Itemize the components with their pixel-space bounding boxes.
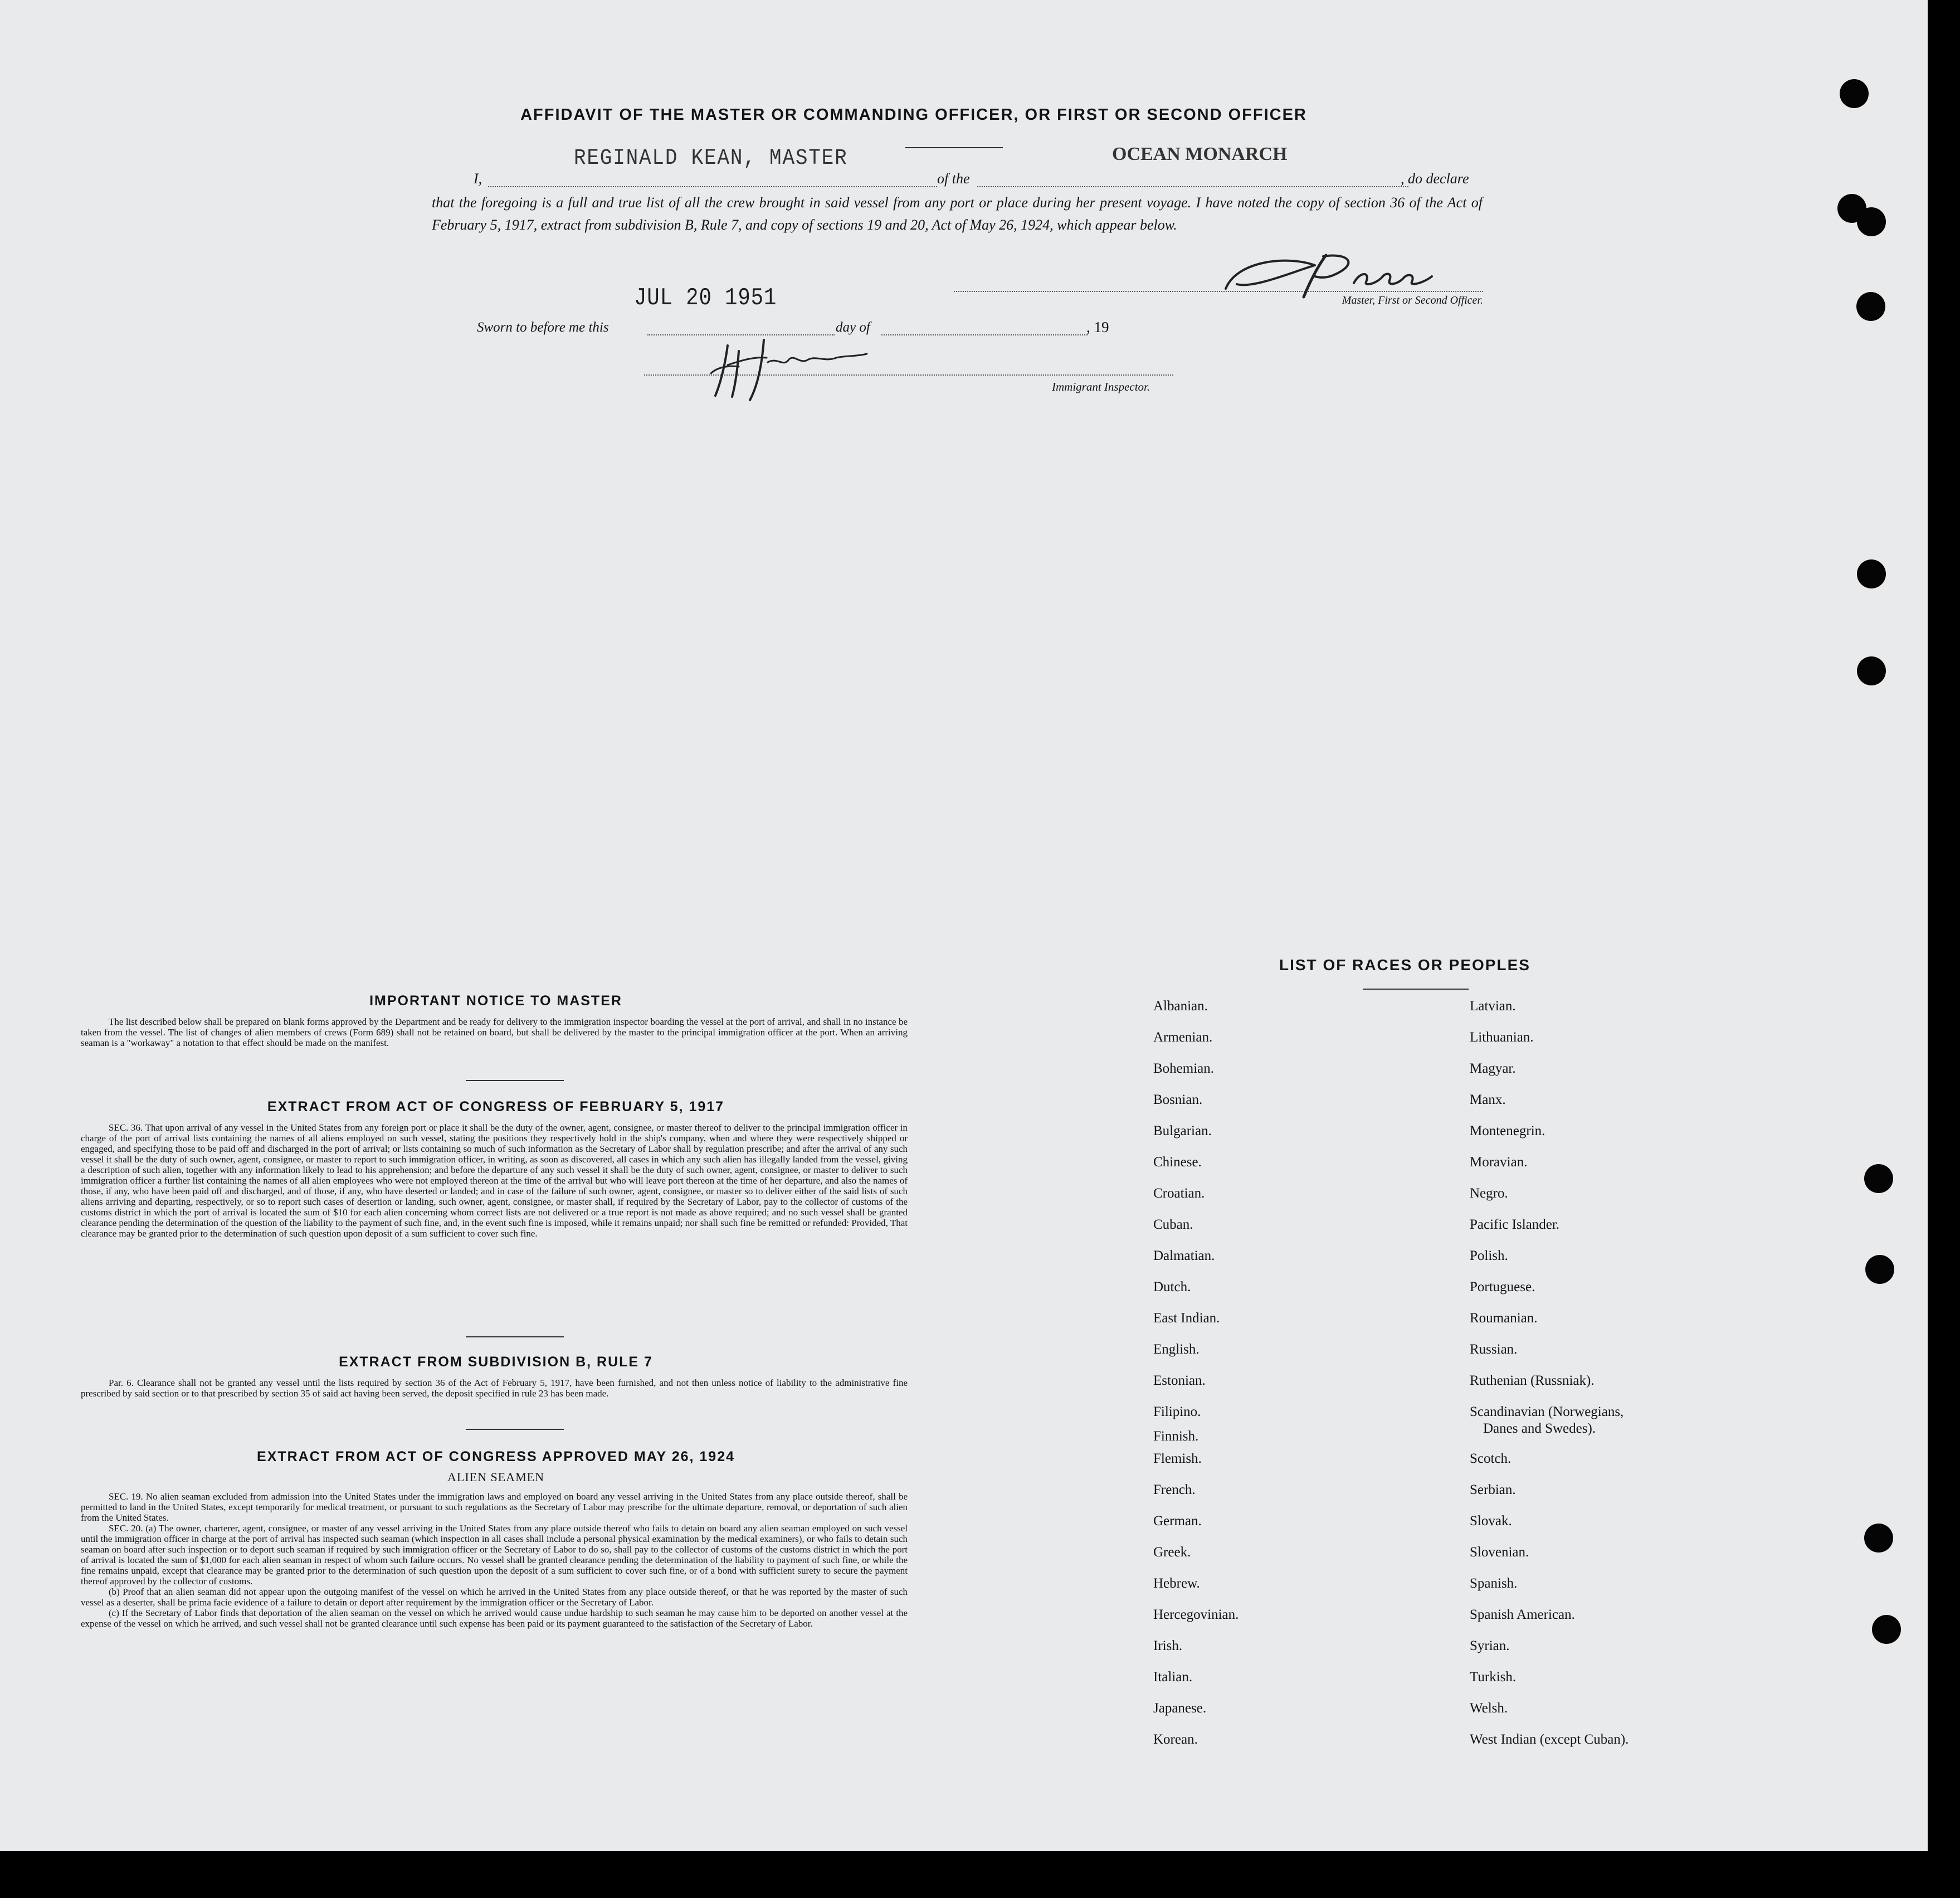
race-item: Chinese. [1153,1155,1202,1170]
section-divider [466,1336,564,1337]
sec-19-paragraph: SEC. 19. No alien seaman excluded from admission into the United States under the immigration laws and employed on board any vessel arriving in the United States from any place outside thereof, shall be permitted to land in the United States, except temporarily for medical treatment, or pursuant to such regulations as the Secretary of Labor may prescribe for the ultimate departure, removal, or deportation of such alien from the United States. [81,1491,908,1523]
of-the-label: of the [937,171,970,187]
race-item: Russian. [1470,1342,1518,1357]
race-item: East Indian. [1153,1311,1220,1326]
race-item: Serbian. [1470,1482,1516,1497]
race-item: Korean. [1153,1732,1198,1747]
race-item: Moravian. [1470,1155,1528,1170]
day-of-label: day of [836,320,870,335]
race-item: Bulgarian. [1153,1123,1212,1138]
notice-text [81,1016,908,1048]
act-1924-subheading: ALIEN SEAMEN [447,1470,544,1484]
race-item: Slovenian. [1470,1545,1529,1560]
act-1917-heading: EXTRACT FROM ACT OF CONGRESS OF FEBRUARY 5, 1917 [267,1099,725,1115]
section-divider [466,1080,564,1081]
punch-hole-icon [1840,79,1869,108]
punch-hole-icon [1857,207,1886,236]
race-item: Dalmatian. [1153,1248,1215,1263]
race-item: Scotch. [1470,1451,1512,1466]
race-item: Portuguese. [1470,1279,1535,1294]
races-heading: LIST OF RACES OR PEOPLES [1279,956,1530,974]
race-item: Flemish. [1153,1451,1202,1466]
act-1924-text [81,1491,908,1629]
i-label: I, [474,171,482,187]
rule-7-text [81,1378,908,1399]
race-item: West Indian (except Cuban). [1470,1732,1629,1747]
notice-paragraph: The list described below shall be prepared on blank forms approved by the Department and be ready for delivery to the immigration inspector boarding the vessel at the port of arrival, and shall in no instance be taken from the vessel. The list of changes of alien members of crews (Form 689) shall not be retained on board, but shall be delivered by the master to the principal immigration officer at the port. When an arriving seaman is a "workaway" a notation to that effect should be made on the manifest. [81,1016,908,1048]
race-item: Bosnian. [1153,1092,1203,1107]
race-item: Magyar. [1470,1061,1516,1076]
punch-hole-icon [1856,292,1885,321]
race-item: Croatian. [1153,1186,1205,1201]
race-item: Slovak. [1470,1513,1512,1529]
inspector-caption: Immigrant Inspector. [1052,380,1150,393]
race-item: French. [1153,1482,1196,1497]
race-item: Pacific Islander. [1470,1217,1560,1232]
sec-20c-paragraph: (c) If the Secretary of Labor finds that deportation of the alien seaman on the vessel on which he arrived would cause undue hardship to such seaman he may cause him to be deported on another vessel at the expense of the vessel on which he arrived, and such vessel shall not be granted clearance until such expense has been paid or its payment guaranteed to the satisfaction of the Secretary of Labor. [81,1608,908,1629]
race-item: Dutch. [1153,1279,1191,1294]
sec-20b-paragraph: (b) Proof that an alien seaman did not appear upon the outgoing manifest of the vessel on which he arrived in the United States from any place outside thereof, or that he was reported by the master of such vessel as a deserter, shall be prima facie evidence of a failure to detain or deport after requirement by the immigration officer or the Secretary of Labor. [81,1586,908,1608]
race-item: Estonian. [1153,1373,1206,1388]
race-item: Spanish American. [1470,1607,1575,1622]
race-item: Latvian. [1470,999,1516,1014]
race-item: Manx. [1470,1092,1506,1107]
section-divider [466,1429,564,1430]
punch-hole-icon [1865,1255,1894,1284]
race-item: English. [1153,1342,1200,1357]
race-item: Polish. [1470,1248,1508,1263]
race-item: Lithuanian. [1470,1030,1534,1045]
notice-heading: IMPORTANT NOTICE TO MASTER [369,993,622,1009]
race-item: Albanian. [1153,999,1208,1014]
race-item: Roumanian. [1470,1311,1538,1326]
race-item: Danes and Swedes). [1483,1421,1596,1436]
race-item: Spanish. [1470,1576,1518,1591]
race-item: Finnish. [1153,1429,1199,1444]
race-item: Bohemian. [1153,1061,1215,1076]
race-item: Montenegrin. [1470,1123,1545,1138]
races-right-column [1470,997,1782,1762]
rule-7-paragraph: Par. 6. Clearance shall not be granted any vessel until the lists required by section 36 of the Act of February 5, 1917, have been furnished, and not then unless notice of liability to the administrative fine prescribed by said section or to that prescribed by section 35 of said act having been served, the deposit specified in rule 23 has been made. [81,1378,908,1399]
rule-7-heading: EXTRACT FROM SUBDIVISION B, RULE 7 [339,1354,653,1370]
affidavit-heading: AFFIDAVIT OF THE MASTER OR COMMANDING OFFICER, OR FIRST OR SECOND OFFICER [520,106,1307,124]
race-item: Cuban. [1153,1217,1193,1232]
race-item: Scandinavian (Norwegians, [1470,1404,1624,1419]
year-label: , 19 [1086,319,1109,335]
race-item: Ruthenian (Russniak). [1470,1373,1595,1388]
act-1917-paragraph: SEC. 36. That upon arrival of any vessel in the United States from any foreign port or place it shall be the duty of the owner, agent, consignee, or master thereof to deliver to the principal immigration officer in charge of the port of arrival lists containing the names of all aliens employed on such vessel, stating the positions they respectively hold in the ship's company, when and where they were respectively shipped or engaged, and specifying those to be paid off and discharged in the port of arrival; or lists containing so much of such information as the Secretary of Labor shall by regulation prescribe; and after the arrival of any such vessel it shall be the duty of such owner, agent, consignee, or master to report to such immigration officer, in writing, as soon as discovered, all cases in which any such alien has illegally landed from the vessel, giving a description of such alien, together with any information likely to lead to his apprehension; and before the departure of any such vessel it shall be the duty of such owner, agent, consignee, or master to deliver to such immigration officer a further list containing the names of all alien employees who were not employed thereon at the time of the arrival but who will leave port thereon at the time of her departure, and also the names of those, if any, who have been paid off and discharged, and of those, if any, who have deserted or landed; and in case of the failure of such owner, agent, consignee, or master so to deliver either of the said lists of such aliens arriving and departing, respectively, or so to report such cases of desertion or landing, such owner, agent, consignee, or master shall, if required by the Secretary of Labor, pay to the collector of customs of the customs district in which the port of arrival is located the sum of $10 for each alien concerning whom correct lists are not delivered or a true report is not made as above required; and no such vessel shall be granted clearance pending the determination of the question of the liability to the payment of such fine, and, in the event such fine is imposed, while it remains unpaid; nor shall such fine be remitted or refunded: Provided, That clearance may be granted prior to the determination of such question upon deposit of a sum sufficient to cover such fine. [81,1122,908,1239]
sec-20a-paragraph: SEC. 20. (a) The owner, charterer, agent, consignee, or master of any vessel arriving in the United States from any place outside thereof who fails to detain on board any alien seaman employed on such vessel until the immigration officer in charge at the port of arrival has inspected such seaman (which inspection in all cases shall include a personal physical examination by the medical examiners), or who fails to detain such seaman on board after such inspection or to deport such seaman if required by such immigration officer or the Secretary of Labor to do so, shall pay to the collector of customs of the customs district in which the port of arrival is located the sum of $1,000 for each alien seaman in respect of whom such failure occurs. No vessel shall be granted clearance pending the determination of the liability to payment of such fine, or while the fine remains unpaid, except that clearance may be granted prior to the determination of such question upon the deposit of a sum sufficient to cover such fine, or of a bond with sufficient surety to secure the payment thereof approved by the collector of customs. [81,1523,908,1586]
race-item: Welsh. [1470,1701,1508,1716]
races-left-column [1153,997,1465,1762]
heading-divider [905,147,1003,148]
punch-hole-icon [1872,1615,1901,1644]
master-name-line [488,186,937,187]
master-name-stamp: REGINALD KEAN, MASTER [574,146,848,171]
declare-label: , do declare [1401,171,1469,187]
affidavit-statement: that the foregoing is a full and true list of all the crew brought in said vessel from any port or place during her present voyage. I have noted the copy of section 36 of the Act of February 5, 1917, extract from subdivision B, Rule 7, and copy of sections 19 and 20, Act of May 26, 1924, which appear below. [432,194,1483,233]
sworn-label: Sworn to before me this [477,320,609,335]
race-item: Turkish. [1470,1670,1517,1685]
race-item: Italian. [1153,1670,1193,1685]
punch-hole-icon [1857,559,1886,588]
race-item: Irish. [1153,1638,1183,1653]
race-item: Greek. [1153,1545,1191,1560]
act-1917-text [81,1122,908,1239]
race-item: Syrian. [1470,1638,1510,1653]
sworn-month-line [881,334,1088,335]
punch-hole-icon [1864,1524,1893,1553]
race-item: Negro. [1470,1186,1508,1201]
race-item: Filipino. [1153,1404,1201,1419]
date-stamp: JUL 20 1951 [634,284,777,312]
race-item: German. [1153,1513,1202,1529]
race-item: Japanese. [1153,1701,1207,1716]
race-item: Hebrew. [1153,1576,1200,1591]
race-item: Armenian. [1153,1030,1213,1045]
master-caption: Master, First or Second Officer. [1342,294,1483,306]
races-divider [1363,989,1469,990]
punch-hole-icon [1857,656,1886,685]
inspector-signature-icon [705,334,878,401]
act-1924-heading: EXTRACT FROM ACT OF CONGRESS APPROVED MAY 26, 1924 [256,1449,735,1464]
punch-hole-icon [1864,1164,1893,1193]
vessel-name-stamp: OCEAN MONARCH [1112,144,1288,164]
race-item: Hercegovinian. [1153,1607,1239,1622]
vessel-name-line [977,186,1408,187]
